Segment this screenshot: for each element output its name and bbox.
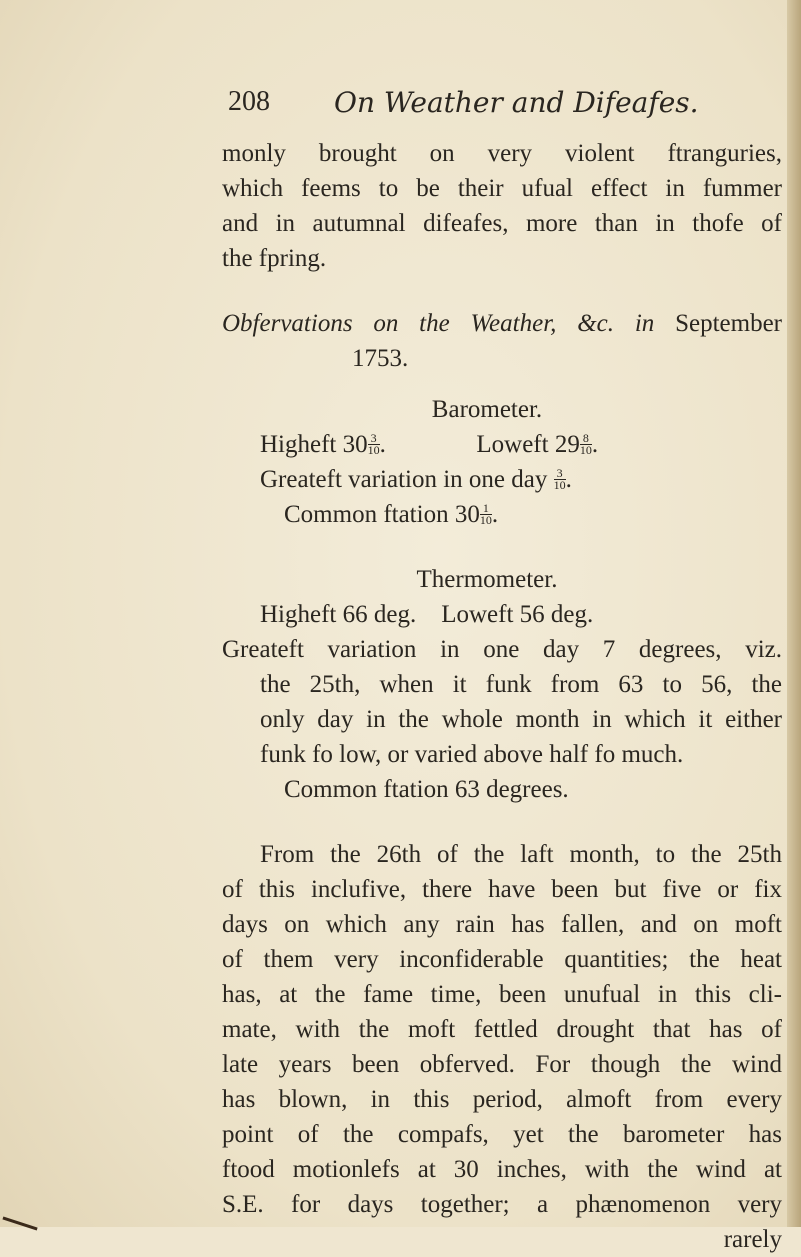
fraction bbox=[368, 433, 380, 456]
fraction-numerator: 1 bbox=[480, 503, 492, 515]
fraction-denominator: 10 bbox=[579, 443, 592, 457]
text-block bbox=[222, 86, 782, 1257]
text-line: has, at the fame time, been unufual in this cli- bbox=[222, 981, 782, 1008]
text-line: funk fo low, or varied above half fo much. bbox=[260, 741, 684, 768]
closing-paragraph bbox=[222, 837, 782, 1257]
text-line: ftood motionlefs at 30 inches, with the wind at bbox=[222, 1156, 782, 1183]
thermometer-section bbox=[222, 562, 782, 807]
fraction-numerator: 8 bbox=[580, 433, 592, 445]
fraction bbox=[554, 468, 566, 491]
text-line: the 25th, when it funk from 63 to 56, the bbox=[260, 671, 782, 698]
barometer-section bbox=[222, 392, 782, 532]
catchword: rarely bbox=[723, 1226, 782, 1253]
thermometer-heading: Thermometer. bbox=[416, 566, 558, 593]
thermometer-variation: Greateft variation in one day 7 degrees, viz. bbox=[222, 636, 782, 663]
barometer-common-label: Common ftation 30 bbox=[284, 501, 480, 528]
observations-month: September bbox=[675, 310, 782, 337]
barometer-lowest-label: Loweft 29 bbox=[476, 431, 580, 458]
corner-mark bbox=[0, 1217, 38, 1239]
fraction-denominator: 10 bbox=[553, 478, 566, 492]
text-line: only day in the whole month in which it either bbox=[260, 706, 782, 733]
text-line: of them very inconfiderable quantities; the heat bbox=[222, 946, 782, 973]
text-line: of this inclufive, there have been but five or fix bbox=[222, 876, 782, 903]
text-line: and in autumnal difeafes, more than in thofe of bbox=[222, 210, 782, 237]
barometer-heading: Barometer. bbox=[431, 396, 543, 423]
barometer-extremes: Higheft 30 $\frac{3}{10}$ . Loweft 29 $\frac{8}{10}$ . bbox=[260, 431, 599, 458]
barometer-variation-label: Greateft variation in one day bbox=[260, 466, 548, 493]
running-title: On Weather and Difeafes. bbox=[334, 86, 699, 119]
fraction-numerator: 3 bbox=[554, 468, 566, 480]
barometer-variation: Greateft variation in one day $\frac{3}{10}$ . bbox=[260, 466, 572, 493]
text-line: point of the compafs, yet the barometer has bbox=[222, 1121, 782, 1148]
thermometer-common: Common ftation 63 degrees. bbox=[284, 776, 569, 803]
fraction-denominator: 10 bbox=[367, 443, 380, 457]
text-line: the fpring. bbox=[222, 245, 327, 272]
observations-title-line bbox=[222, 306, 782, 341]
observations-title-italic: Obfervations on the Weather, &c. in bbox=[222, 310, 655, 337]
observations-title bbox=[222, 306, 782, 376]
text-line: late years been obferved. For though the wind bbox=[222, 1051, 782, 1078]
text-line: S.E. for days together; a phænomenon very bbox=[222, 1191, 782, 1218]
text-line: days on which any rain has fallen, and on moft bbox=[222, 911, 782, 938]
text-line: mate, with the moft fettled drought that has of bbox=[222, 1016, 782, 1043]
text-line: has blown, in this period, almoft from every bbox=[222, 1086, 782, 1113]
fraction bbox=[580, 433, 592, 456]
fraction-denominator: 10 bbox=[479, 513, 492, 527]
intro-paragraph bbox=[222, 136, 782, 276]
page-header bbox=[222, 86, 782, 126]
thermometer-extremes: Higheft 66 deg. Loweft 56 deg. bbox=[260, 601, 594, 628]
text-line: From the 26th of the laft month, to the 25th bbox=[260, 841, 782, 868]
text-line: monly brought on very violent ftranguries, bbox=[222, 140, 782, 167]
barometer-highest-label: Higheft 30 bbox=[260, 431, 368, 458]
observations-year: 1753. bbox=[352, 345, 409, 372]
fraction-numerator: 3 bbox=[368, 433, 380, 445]
fraction bbox=[480, 503, 492, 526]
page-edge bbox=[787, 0, 801, 1227]
text-line: which feems to be their ufual effect in fummer bbox=[222, 175, 782, 202]
barometer-common: Common ftation 30 $\frac{1}{10}$ . bbox=[284, 501, 499, 528]
page-number: 208 bbox=[228, 86, 270, 117]
